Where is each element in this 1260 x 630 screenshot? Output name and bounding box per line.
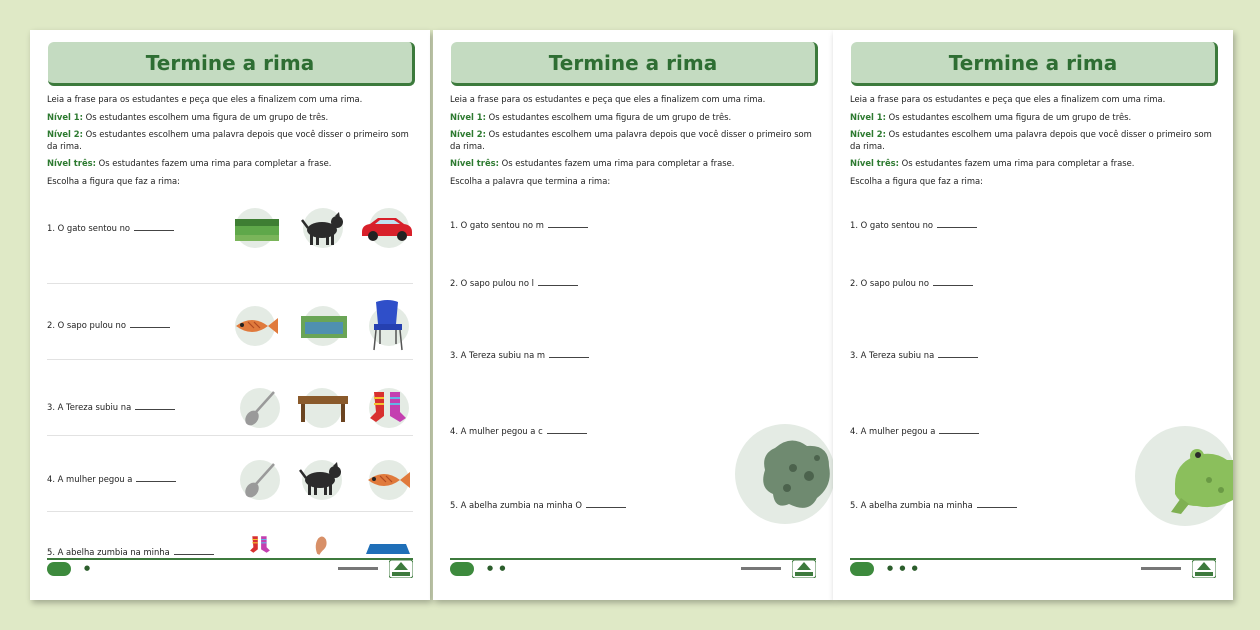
answer-blank[interactable] [938, 350, 978, 358]
question-text: 5. A abelha zumbia na minha [47, 547, 214, 557]
question-text: 5. A abelha zumbia na minha O [450, 500, 626, 510]
intro-text: Leia a frase para os estudantes e peça que eles a finalizem com uma rima. [850, 94, 1166, 104]
footer-line [450, 558, 816, 560]
question-row [30, 512, 430, 556]
tree-badge-icon [1192, 560, 1216, 578]
answer-blank[interactable] [933, 278, 973, 286]
red-car-icon[interactable] [358, 214, 416, 242]
worksheet-level-1 [30, 30, 430, 600]
worksheet-title: Termine a rima [548, 50, 718, 75]
spoon-icon[interactable] [238, 386, 282, 430]
black-dog-icon[interactable] [300, 208, 348, 248]
bush-monster-icon [733, 418, 833, 530]
intro-text: Leia a frase para os estudantes e peça que eles a finalizem com uma rima. [450, 94, 766, 104]
question-text: 1. O gato sentou no [47, 223, 174, 233]
level-text: Os estudantes escolhem uma palavra depois que você disser o primeiro som da rima. [850, 129, 1212, 151]
answer-blank[interactable] [136, 474, 176, 482]
title-banner [451, 42, 818, 86]
instructions [450, 94, 820, 193]
level-text: Os estudantes escolhem uma palavra depois que você disser o primeiro som da rima. [47, 129, 409, 151]
question-text: 4. A mulher pegou a c [450, 426, 587, 436]
fish-icon[interactable] [362, 466, 412, 494]
level-1-line [450, 112, 820, 124]
twinkl-logo [850, 562, 874, 576]
answer-blank[interactable] [549, 350, 589, 358]
worksheet-title: Termine a rima [948, 50, 1118, 75]
question-text: 3. A Tereza subiu na [47, 402, 175, 412]
tree-badge-icon [792, 560, 816, 578]
level-2-line [47, 129, 417, 152]
fish-icon[interactable] [230, 312, 280, 340]
level-3-line [450, 158, 820, 170]
question-text: 4. A mulher pegou a [850, 426, 979, 436]
answer-blank[interactable] [548, 220, 588, 228]
question-text: 2. O sapo pulou no [850, 278, 973, 288]
level-text: Os estudantes escolhem uma figura de um grupo de três. [888, 111, 1132, 122]
worksheet-level-3 [833, 30, 1233, 600]
question-row [30, 284, 430, 360]
worksheet-level-2 [433, 30, 833, 600]
striped-socks-icon[interactable] [238, 534, 282, 556]
footer-url-bar [338, 567, 378, 570]
question-text: 1. O gato sentou no m [450, 220, 588, 230]
question-text: 2. O sapo pulou no [47, 320, 170, 330]
question-text: 5. A abelha zumbia na minha [850, 500, 1017, 510]
level-1-line [850, 112, 1220, 124]
grass-patch-icon[interactable] [233, 213, 281, 243]
intro-text: Leia a frase para os estudantes e peça que eles a finalizem com uma rima. [47, 94, 363, 104]
level-text: Os estudantes escolhem uma figura de um grupo de três. [488, 111, 732, 122]
level-1-line [47, 112, 417, 124]
answer-blank[interactable] [538, 278, 578, 286]
question-row [30, 436, 430, 512]
question-row [30, 208, 430, 284]
title-banner [48, 42, 415, 86]
answer-blank[interactable] [174, 547, 214, 555]
level-2-line [850, 129, 1220, 152]
tree-badge-icon [389, 560, 413, 578]
level-label: Nível 2: [450, 129, 486, 139]
answer-blank[interactable] [134, 223, 174, 231]
answer-blank[interactable] [937, 220, 977, 228]
black-dog-icon[interactable] [298, 458, 346, 498]
footer-url-bar [741, 567, 781, 570]
difficulty-dots: ● ● [487, 564, 508, 572]
level-label: Nível 1: [47, 111, 83, 122]
level-3-line [850, 158, 1220, 170]
level-2-line [450, 129, 820, 152]
level-text: Os estudantes fazem uma rima para completar a frase. [98, 158, 332, 168]
level-label: Nível três: [47, 158, 96, 168]
answer-blank[interactable] [977, 500, 1017, 508]
question-text: 4. A mulher pegou a [47, 474, 176, 484]
choose-instruction: Escolha a palavra que termina a rima: [450, 175, 611, 186]
answer-blank[interactable] [586, 500, 626, 508]
level-text: Os estudantes escolhem uma palavra depois que você disser o primeiro som da rima. [450, 129, 812, 151]
twinkl-logo [47, 562, 71, 576]
instructions [850, 94, 1220, 193]
pond-icon[interactable] [299, 314, 349, 340]
question-text: 1. O gato sentou no [850, 220, 977, 230]
question-text: 2. O sapo pulou no l [450, 278, 578, 288]
answer-blank[interactable] [130, 320, 170, 328]
answer-blank[interactable] [135, 402, 175, 410]
level-label: Nível 1: [450, 111, 486, 122]
frog-icon [1131, 420, 1233, 532]
difficulty-dots: ● [84, 564, 93, 572]
level-text: Os estudantes escolhem uma figura de um grupo de três. [85, 111, 329, 122]
difficulty-dots: ● ● ● [887, 564, 920, 572]
level-label: Nível 2: [47, 129, 83, 139]
level-text: Os estudantes fazem uma rima para completar a frase. [501, 158, 735, 168]
ear-icon[interactable] [306, 534, 336, 556]
level-3-line [47, 158, 417, 170]
choose-instruction: Escolha a figura que faz a rima: [47, 175, 180, 186]
footer-line [47, 558, 413, 560]
worksheet-title: Termine a rima [145, 50, 315, 75]
answer-blank[interactable] [547, 426, 587, 434]
level-label: Nível três: [850, 158, 899, 168]
level-label: Nível três: [450, 158, 499, 168]
footer-url-bar [1141, 567, 1181, 570]
question-text: 3. A Tereza subiu na m [450, 350, 589, 360]
wooden-table-icon[interactable] [296, 394, 350, 424]
question-row [30, 360, 430, 436]
choose-instruction: Escolha a figura que faz a rima: [850, 175, 983, 186]
striped-socks-icon[interactable] [366, 388, 410, 428]
answer-blank[interactable] [939, 426, 979, 434]
level-text: Os estudantes fazem uma rima para completar a frase. [901, 158, 1135, 168]
twinkl-logo [450, 562, 474, 576]
question-text: 3. A Tereza subiu na [850, 350, 978, 360]
spoon-icon[interactable] [238, 458, 282, 502]
blue-mat-icon[interactable] [364, 542, 412, 556]
blue-chair-icon[interactable] [366, 298, 410, 352]
title-banner [851, 42, 1218, 86]
instructions [47, 94, 417, 193]
level-label: Nível 1: [850, 111, 886, 122]
footer-line [850, 558, 1216, 560]
level-label: Nível 2: [850, 129, 886, 139]
